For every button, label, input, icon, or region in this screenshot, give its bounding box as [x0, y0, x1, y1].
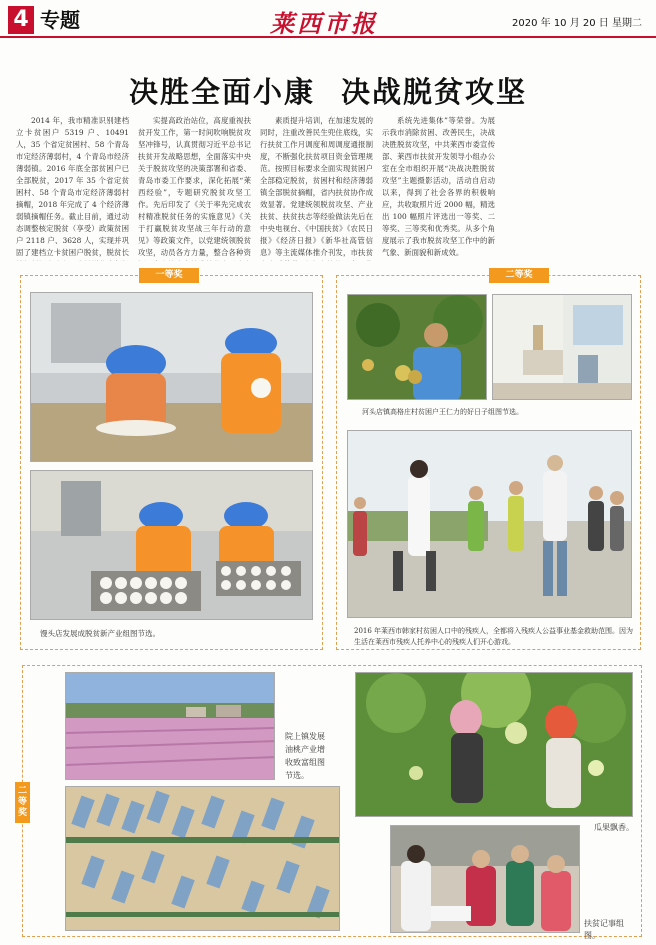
article-body	[16, 115, 640, 261]
photo-bun-making-1	[30, 292, 313, 462]
caption-melon: 瓜果飘香。	[594, 823, 634, 832]
article-column-2: 实提高政治站位，高度重视扶贫开发工作，第一时间吹响脱贫攻坚冲锋号，认真贯彻习近平总书记扶贫开发战略思想，全面落实中央关于脱贫攻坚的决策部署和省委、青岛市委工作要求，深化拓展“莱西经验”，专题研究脱贫攻坚工作。先后印发了《关于率先完成农村精准脱贫任务的实施意见》《关于打赢脱贫攻坚战三年行动的意见》等政策文件，以党建统领脱贫攻坚，动员各方力量，整合各种资	[138, 116, 251, 257]
caption-dance: 2016 年莱西市韩家村贫困人口中的残疾人，全都将入残疾人公益事业基金救助范围。因为生活在莱西市残疾人托养中心的残疾人们开心游戏。	[354, 627, 634, 646]
section-name: 专题	[40, 8, 80, 32]
first-prize-badge: 一等奖	[139, 268, 199, 283]
issue-date: 2020 年 10 月 20 日 星期二	[512, 18, 642, 29]
headline: 决胜全面小康 决战脱贫攻坚	[128, 75, 528, 109]
photo-peach-blossom-field	[65, 672, 275, 780]
masthead-logo: 莱西市报	[270, 9, 378, 38]
photo-fruit-farmer	[347, 294, 487, 400]
page-header	[0, 0, 656, 38]
photo-dancing-group	[347, 430, 632, 618]
second-prize-badge-bottom: 二等奖	[15, 782, 30, 823]
article-column-3: 素质提升培训，在加速发展的同时，注重改善民生兜住底线，实行扶贫工作月调度和周调度通报制度，不断强化扶贫项目资金管理规范。按照目标要求全面实现贫困户全部稳定脱贫，贫困村和经济薄弱镇全部脱贫摘帽，省内扶贫协作成效显著。党建统领脱贫攻坚、产业扶贫、扶贫扶志等经验做法先后在中央电视台、《中国扶贫》《农民日报》《经济日报》《新华社高管信息》等主流媒体推介刊发，市扶贫	[260, 116, 373, 257]
caption-peach-blossom: 院上镇发展油桃产业增收致富组图节选。	[285, 732, 325, 780]
caption-fruit-farmer: 河头店镇高格庄村贫困户王仁力的好日子组图节选。	[362, 408, 523, 416]
caption-visit: 扶贫记事组图。	[584, 919, 624, 940]
photo-melon-harvest	[355, 672, 633, 817]
photo-new-home	[492, 294, 632, 400]
second-prize-badge-right: 二等奖	[489, 268, 549, 283]
photo-bun-making-2	[30, 470, 313, 620]
page-number: 4	[8, 6, 34, 34]
photo-doctor-visit	[390, 825, 580, 933]
photo-greenhouse-aerial	[65, 786, 340, 931]
article-column-4: 系统先进集体”等荣誉。为展示我市消除贫困、改善民生，决战决胜脱贫攻坚，中共莱西市委宣传部、莱西市扶贫开发领导小组办公室在全市组织开展“决战决胜脱贫攻坚”主题摄影活动，活动自启动以来，得到了社会各界的积极响应，共收取照片近 2000 幅，精选出 100 幅照片评选出一等奖、二等奖、三等奖和优秀奖。从多个角度展示了我市脱贫攻坚工作中的新气象、新面貌和新成效。	[382, 116, 495, 257]
article-column-1: 2014 年，我市精准识别建档立卡贫困户 5319 户、10491 人，35 个省定贫困村、58 个青岛市定经济薄弱村，4 个青岛市经济薄弱镇。2016 年底全部贫困户已全部脱贫，2017 年 35 个省定贫困村、58 个青岛市定经济薄弱村摘帽，2018 年完成了 4 个经济薄弱镇摘帽任务。截止目前，通过动态调整核定脱贫（享受）政策贫困户 2118 户、3628 人，实现并巩固了建档立卡贫困户脱贫，脱贫长	[16, 116, 129, 257]
caption-bun-workshop: 馒头店发展成脱贫新产业组图节选。	[40, 629, 160, 638]
